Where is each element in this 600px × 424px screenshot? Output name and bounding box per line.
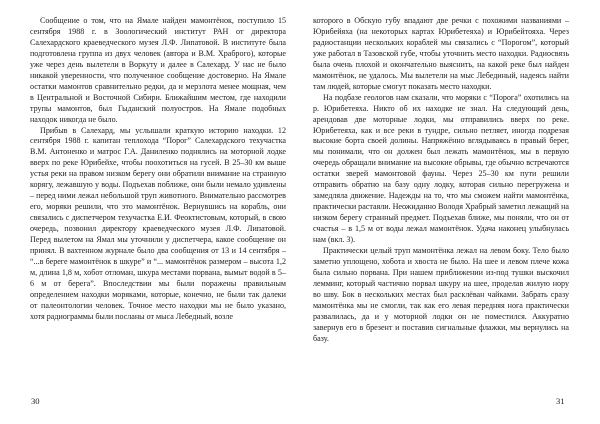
left-page <box>30 16 286 323</box>
paragraph: которого в Обскую губу впадают две речки с похожими названиями – Юрибейяха (на некоторых картах Юрибетеяха) и Юрибейтояха. Через радиостанции нескольких кораблей мы связались с “Порогом”, который уже работал в Тазовской губе, чтобы уточнить место находки. Радиосвязь была очень плохой и окончательно выяснить, на какой реке был найден мамонтёнок, не удалось. Мы вылетели на мыс Лебединый, надеясь найти там людей, которые смогут показать место находки. <box>313 16 569 91</box>
paragraph: Практически целый труп мамонтёнка лежал на левом боку. Тело было заметно уплощено, хобота и хвоста не было. На шее и левом плече кожа была сильно порвана. При нашем приближении из-под тушки выскочил лемминг, который частично порвал шкуру на шее, проделав жилую нору во шву. Бок в нескольких местах был расклёван чайками. Забрать сразу мамонтёнка мы не смогли, так как его левая передняя нога практически развалилась, да и у моторной лодки он не поместился. Аккуратно завернув его в брезент и поставив сигнальные флажки, мы вернулись на базу. <box>313 246 569 343</box>
page-number-left: 30 <box>31 396 40 406</box>
paragraph: Прибыв в Салехард, мы услышали краткую историю находки. 12 сентября 1988 г. капитан теплохода “Порог” Салехардского техучастка В.М. Антоненко и матрос Г.А. Даниленко поднялись на моторной лодке вверх по реке Юрибейхе, чтобы поохотиться на гусей. В 25–30 км выше устья реки на правом низком берегу они обратили внимание на странную корягу, лежавшую у воды. Подъехав поближе, они были немало удивлены – перед ними лежал небольшой труп животного. Внимательно рассмотрев его, моряки решили, что это мамонтёнок. Вернувшись на корабль, они связались с диспетчером техучастка Е.И. Феоктистовым, который, в свою очередь, позвонил директору краеведческого музея Л.Ф. Липатовой. Перед вылетом на Ямал мы уточнили у диспетчера, какое сообщение он принял. В вахтенном журнале было два сообщения от 13 и 14 сентября – “...в береге мамонтёнок в шкуре” и “... мамонтёнок размером – высота 1,2 м, длина 1,8 м, хобот отломан, шкура местами порвана, вымыт водой в 5–6 м от берега”. Впоследствии мы были поражены правильным определением находки моряками, которые, конечно, не были так далеки от палеонтологии человек. Точное место находки мы не было указано, хотя радиограммы были посланы от мыса Лебедный, возле <box>30 125 286 321</box>
paragraph: На подбазе геологов нам сказали, что моряки с “Порога” охотились на р. Юрибетеяха. Никто об их находке не знал. На следующий день, арендовав две моторные лодки, мы отправились вверх по реке. Юрибетеяха, как и все реки в тундре, сильно петляет, иногда подрезая высокие борта своей долины. Напряжённо вглядываясь в правый берег, мы понимали, что он должен был лежать мамонтёнок, мы в первую очередь обращали внимание на высокие обрывы, где обычно встречаются остатки зверей мамонтовой фауны. Через 25–30 км пути решили отправить обратно на базу одну лодку, которая сильно перегружена и замедляла движение. Надежды на то, что мы сможем найти мамонтёнка, практически растаяли. Неожиданно Володя Храбрый заметил лежащий на низком берегу странный предмет. Подъехав ближе, мы поняли, что он от счастья – в 1,5 м от воды лежал мамонтёнок. Удача наконец улыбнулась нам (вкл. 3). <box>313 92 569 245</box>
right-page <box>313 16 569 345</box>
page-number-right: 31 <box>556 396 565 406</box>
paragraph: Сообщение о том, что на Ямале найден мамонтёнок, поступило 15 сентября 1988 г. в Зоологический институт РАН от директора Салехардского краеведческого музея Л.Ф. Липатовой. В институте была подготовлена группа из двух человек (автора и В.М. Храброго), которые уже через день вылетели в Воркуту и далее в Салехард. У нас не было никакой уверенности, что полученное сообщение достоверно. На Ямале остатки мамонтов сравнительно редки, да и мерзлота менее мощная, чем в Центральной и Восточной Сибири. Ближайшим местом, где находили трупы мамонтов, был Гыданский полуостров. На Ямале подобных находок никогда не было. <box>30 16 286 124</box>
